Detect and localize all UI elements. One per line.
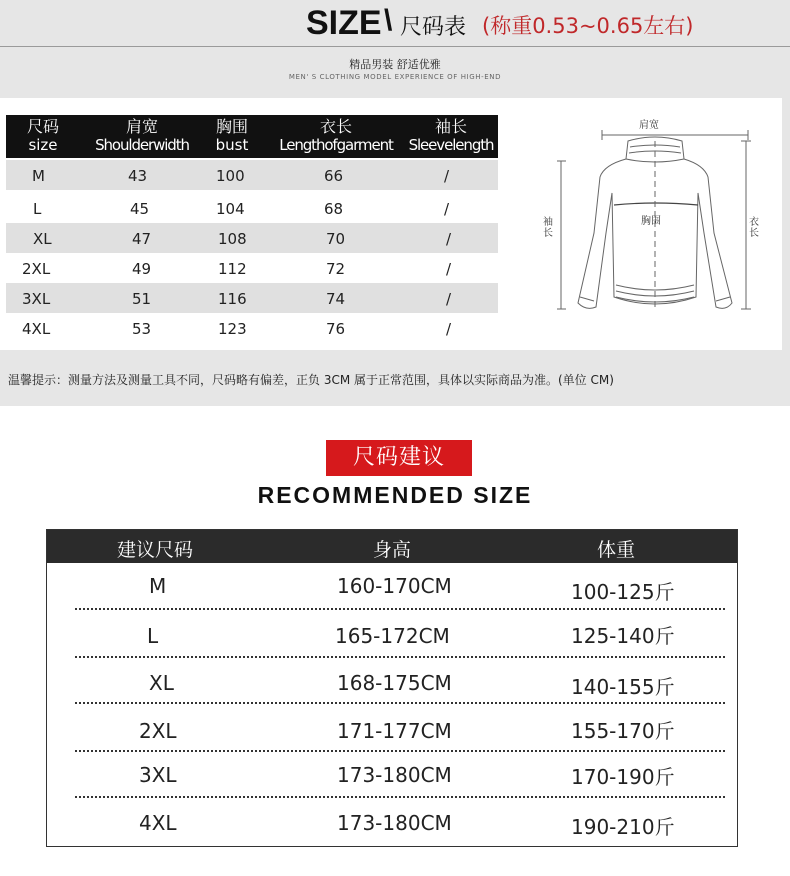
- table-row: [6, 193, 498, 223]
- header-size-cn: 尺码: [26, 117, 59, 136]
- table-row: [6, 283, 498, 313]
- recommend-badge: 尺码建议: [326, 440, 472, 476]
- cell-sleeve: /: [446, 290, 452, 308]
- cell-weight: 155-170斤: [571, 719, 675, 743]
- recommend-title: RECOMMENDED SIZE: [257, 482, 533, 508]
- cell-size: M: [32, 167, 45, 185]
- title-size-word: SIZE: [306, 4, 382, 42]
- header-sleeve: [404, 117, 498, 155]
- cell-length: 68: [324, 200, 344, 218]
- cell-size: 3XL: [22, 290, 51, 308]
- cell-weight: 170-190斤: [571, 765, 675, 789]
- header-weight: 体重: [597, 539, 636, 561]
- diagram-shoulder-label: 肩宽: [639, 120, 659, 131]
- table-row: [47, 719, 737, 767]
- cell-size: 4XL: [22, 320, 51, 338]
- diagram-sleeve-label: 袖长: [543, 217, 553, 239]
- row-divider: [75, 750, 725, 752]
- cell-weight: 100-125斤: [571, 580, 675, 604]
- cell-shoulder: 53: [132, 320, 152, 338]
- header-shoulder-cn: 肩宽: [125, 117, 158, 136]
- header-recommended-size: 建议尺码: [117, 539, 194, 561]
- table-row: [47, 671, 737, 719]
- header-length: [274, 117, 398, 155]
- cell-size: L: [33, 200, 42, 218]
- cell-size: XL: [149, 671, 174, 695]
- cell-sleeve: /: [444, 200, 450, 218]
- table-row: [6, 223, 498, 253]
- cell-height: 171-177CM: [337, 719, 452, 743]
- header-length-cn: 衣长: [319, 117, 352, 136]
- cell-shoulder: 43: [128, 167, 148, 185]
- diagram-chest-label: 胸围: [641, 216, 661, 227]
- cell-height: 165-172CM: [335, 624, 450, 648]
- cell-bust: 108: [218, 230, 247, 248]
- cell-bust: 123: [218, 320, 247, 338]
- recommend-table-header: [47, 530, 737, 563]
- sweater-outline-icon: [538, 113, 768, 343]
- row-divider: [75, 656, 725, 658]
- size-chart-section: [0, 0, 790, 406]
- recommend-table: [46, 529, 738, 847]
- header-height: 身高: [373, 539, 412, 561]
- header-sleeve-cn: 袖长: [434, 117, 467, 136]
- cell-height: 168-175CM: [337, 671, 452, 695]
- cell-shoulder: 51: [132, 290, 152, 308]
- cell-sleeve: /: [446, 230, 452, 248]
- measurement-tip: 温馨提示：测量方法及测量工具不同，尺码略有偏差，正负 3CM 属于正常范围，具体以实际商品为准。(单位 CM): [8, 373, 614, 387]
- header-shoulder-en: Shoulderwidth: [95, 136, 189, 154]
- size-table-header: [6, 115, 498, 158]
- cell-length: 72: [326, 260, 346, 278]
- cell-size: 2XL: [22, 260, 51, 278]
- cell-length: 74: [326, 290, 346, 308]
- cell-weight: 140-155斤: [571, 675, 675, 699]
- header-bust: [204, 117, 260, 155]
- title-weight-note: (称重0.53~0.65左右): [482, 14, 694, 38]
- row-divider: [75, 608, 725, 610]
- cell-size: L: [147, 624, 159, 648]
- cell-size: 3XL: [139, 763, 177, 787]
- cell-shoulder: 49: [132, 260, 152, 278]
- header-sleeve-en: Sleevelength: [408, 136, 494, 154]
- cell-length: 66: [324, 167, 344, 185]
- subtitle-en: MEN' S CLOTHING MODEL EXPERIENCE OF HIGH-END: [288, 73, 502, 81]
- cell-size: 4XL: [139, 811, 177, 835]
- table-row: [6, 313, 498, 343]
- cell-size: XL: [33, 230, 52, 248]
- cell-bust: 116: [218, 290, 247, 308]
- header-bust-en: bust: [215, 136, 249, 154]
- cell-shoulder: 45: [130, 200, 150, 218]
- cell-bust: 112: [218, 260, 247, 278]
- row-divider: [75, 702, 725, 704]
- cell-shoulder: 47: [132, 230, 152, 248]
- cell-bust: 100: [216, 167, 245, 185]
- subtitle-cn: 精品男装 舒适优雅: [349, 58, 441, 71]
- table-row: [47, 811, 737, 859]
- title-row: [0, 0, 790, 46]
- cell-size: 2XL: [139, 719, 177, 743]
- header-size: [6, 117, 80, 155]
- cell-bust: 104: [216, 200, 245, 218]
- table-row: [6, 253, 498, 283]
- cell-weight: 125-140斤: [571, 624, 675, 648]
- cell-height: 173-180CM: [337, 811, 452, 835]
- title-divider: [0, 46, 790, 47]
- table-row: [47, 624, 737, 672]
- cell-height: 160-170CM: [337, 574, 452, 598]
- header-bust-cn: 胸围: [215, 117, 248, 136]
- table-row: [47, 574, 737, 622]
- table-row: [6, 160, 498, 190]
- title-slash: \: [384, 4, 393, 37]
- cell-sleeve: /: [444, 167, 450, 185]
- row-divider: [75, 796, 725, 798]
- cell-sleeve: /: [446, 260, 452, 278]
- cell-weight: 190-210斤: [571, 815, 675, 839]
- header-size-en: size: [28, 136, 58, 154]
- cell-height: 173-180CM: [337, 763, 452, 787]
- size-panel: [0, 98, 782, 350]
- cell-sleeve: /: [446, 320, 452, 338]
- garment-diagram: [538, 113, 768, 343]
- cell-size: M: [149, 574, 167, 598]
- header-shoulder: [90, 117, 194, 155]
- table-row: [47, 763, 737, 811]
- title-cn: 尺码表: [400, 15, 467, 40]
- cell-length: 70: [326, 230, 346, 248]
- diagram-length-label: 衣长: [749, 217, 759, 239]
- cell-length: 76: [326, 320, 346, 338]
- header-length-en: Lengthofgarment: [279, 136, 393, 154]
